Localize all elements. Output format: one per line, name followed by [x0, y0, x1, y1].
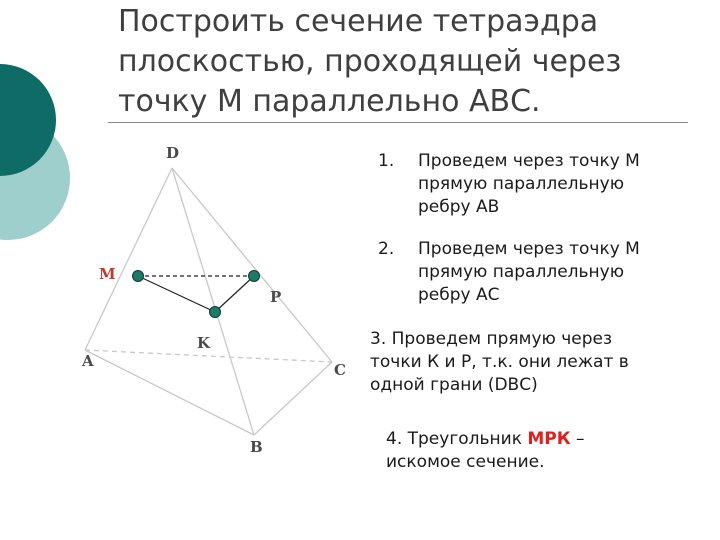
step-4 — [386, 428, 706, 474]
step-4-highlight: МРК — [527, 429, 571, 449]
label-P: P — [270, 288, 282, 306]
label-M: M — [99, 265, 116, 283]
point-P — [249, 271, 260, 282]
point-K — [210, 307, 221, 318]
step-2-number: 2. — [378, 239, 395, 259]
segment-KP — [215, 276, 254, 312]
step-4-prefix: 4. Треугольник — [386, 429, 528, 449]
label-C: C — [334, 361, 346, 379]
slide-title: Построить сечение тетраэдра плоскостью, проходящей через точку М параллельно АВС. — [118, 4, 622, 119]
point-M — [133, 271, 144, 282]
edge-DC — [172, 168, 332, 362]
step-2-text: Проведем через точку М прямую параллельную ребру АС — [418, 239, 640, 305]
step-1-number: 1. — [378, 151, 395, 171]
segment-MK — [138, 276, 215, 312]
label-D: D — [166, 144, 180, 162]
tetrahedron-diagram — [60, 130, 380, 470]
edge-DB — [172, 168, 254, 435]
label-K: K — [197, 334, 211, 352]
edge-BC — [254, 362, 332, 435]
label-B: B — [250, 438, 263, 456]
step-3-text: 3. Проведем прямую через точки К и Р, т.к. они лежат в одной грани (DВС) — [370, 329, 629, 395]
edge-AB — [85, 350, 254, 435]
step-1-text: Проведем через точку М прямую параллельную ребру АВ — [418, 151, 640, 217]
step-4-suffix: – искомое сечение. — [386, 429, 585, 472]
label-A: A — [82, 352, 94, 370]
title-divider — [108, 122, 688, 123]
edge-DA — [85, 168, 172, 350]
